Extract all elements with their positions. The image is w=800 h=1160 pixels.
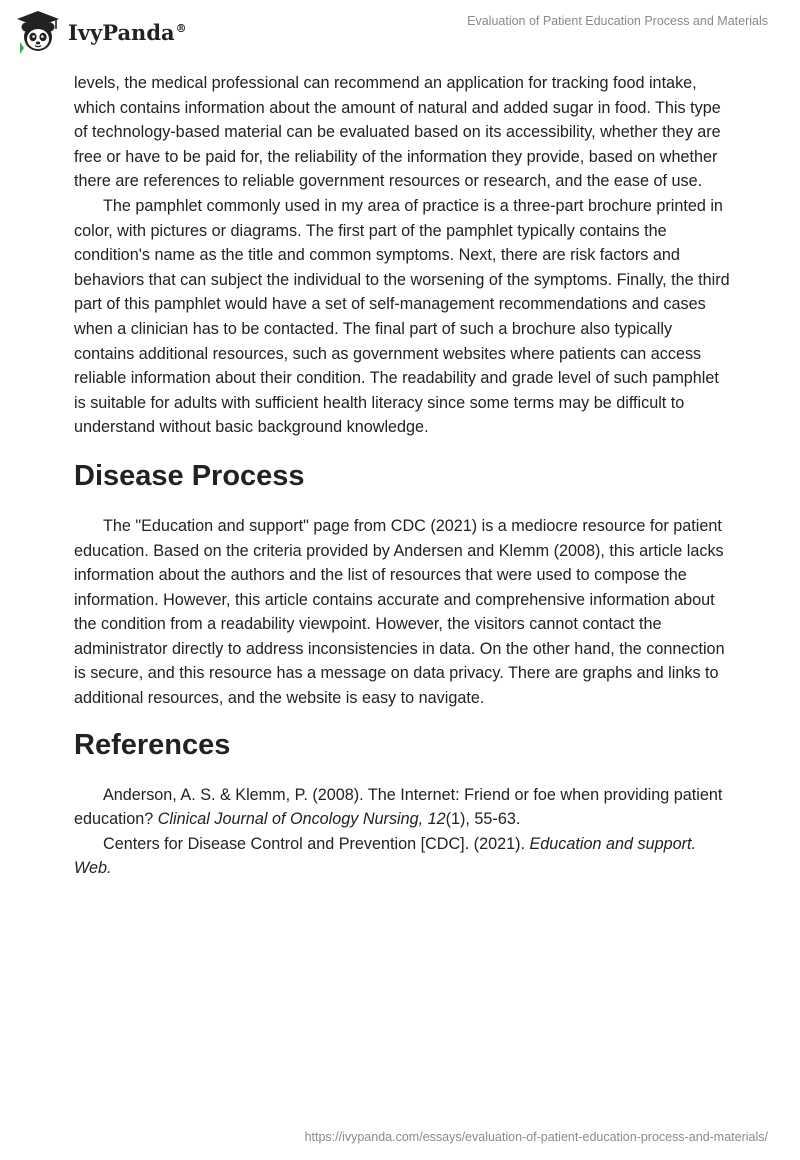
registered-mark: ® xyxy=(175,21,187,35)
panda-graduation-cap-icon xyxy=(14,8,62,56)
logo-text xyxy=(68,20,187,45)
ivypanda-logo[interactable] xyxy=(14,8,187,56)
reference-title: Education and support. Web. xyxy=(74,834,696,878)
reference-issue: (1), 55-63. xyxy=(445,810,521,829)
page-header xyxy=(0,0,800,70)
heading-disease-process: Disease Process xyxy=(74,459,305,492)
paragraph-continued: levels, the medical professional can recommend an application for tracking food intake, which contains information about the amount of natural and added sugar in food. This type of technology-based material can be evaluated based on its accessibility, whether they are free or have to be paid for, the reliability of the information they provide, based on whether there are references to reliable government resources or research, and the ease of use. xyxy=(74,74,721,191)
source-url[interactable]: https://ivypanda.com/essays/evaluation-of-patient-education-process-and-materials/ xyxy=(304,1130,768,1144)
reference-journal: Clinical Journal of Oncology Nursing, 12 xyxy=(157,810,446,829)
essay-content xyxy=(74,71,734,881)
reference-entry xyxy=(74,783,734,832)
paragraph-disease-process: The "Education and support" page from CDC (2021) is a mediocre resource for patient education. Based on the criteria provided by Andersen and Klemm (2008), this article lacks information about the authors and the list of resources that were used to compose the information. However, this article contains accurate and comprehensive information about the condition from a readability viewpoint. However, the visitors cannot contact the administrator directly to address inconsistencies in data. On the other hand, the connection is secure, and this resource has a message on data privacy. There are graphs and links to additional resources, and the website is easy to navigate. xyxy=(74,516,725,708)
heading-references: References xyxy=(74,728,231,761)
reference-authors: Centers for Disease Control and Prevention [CDC]. (2021). xyxy=(103,834,530,853)
reference-authors: Anderson, A. S. & Klemm, P. (2008). The Internet: Friend or foe when providing patient education? xyxy=(74,785,723,829)
reference-entry xyxy=(74,832,734,881)
document-title: Evaluation of Patient Education Process and Materials xyxy=(467,14,768,28)
paragraph-pamphlet: The pamphlet commonly used in my area of practice is a three-part brochure printed in color, with pictures or diagrams. The first part of the pamphlet typically contains the condition's name as the title and common symptoms. Next, there are risk factors and behaviors that can subject the individual to the worsening of the symptoms. Finally, the third part of this pamphlet would have a set of self-management recommendations and cases when a clinician has to be contacted. The final part of such a brochure also typically contains additional resources, such as government websites where patients can access reliable information about their condition. The readability and grade level of such pamphlet is suitable for adults with sufficient health literacy since some terms may be difficult to understand without basic background knowledge. xyxy=(74,196,730,437)
logo-wordmark: IvyPanda xyxy=(68,19,175,45)
